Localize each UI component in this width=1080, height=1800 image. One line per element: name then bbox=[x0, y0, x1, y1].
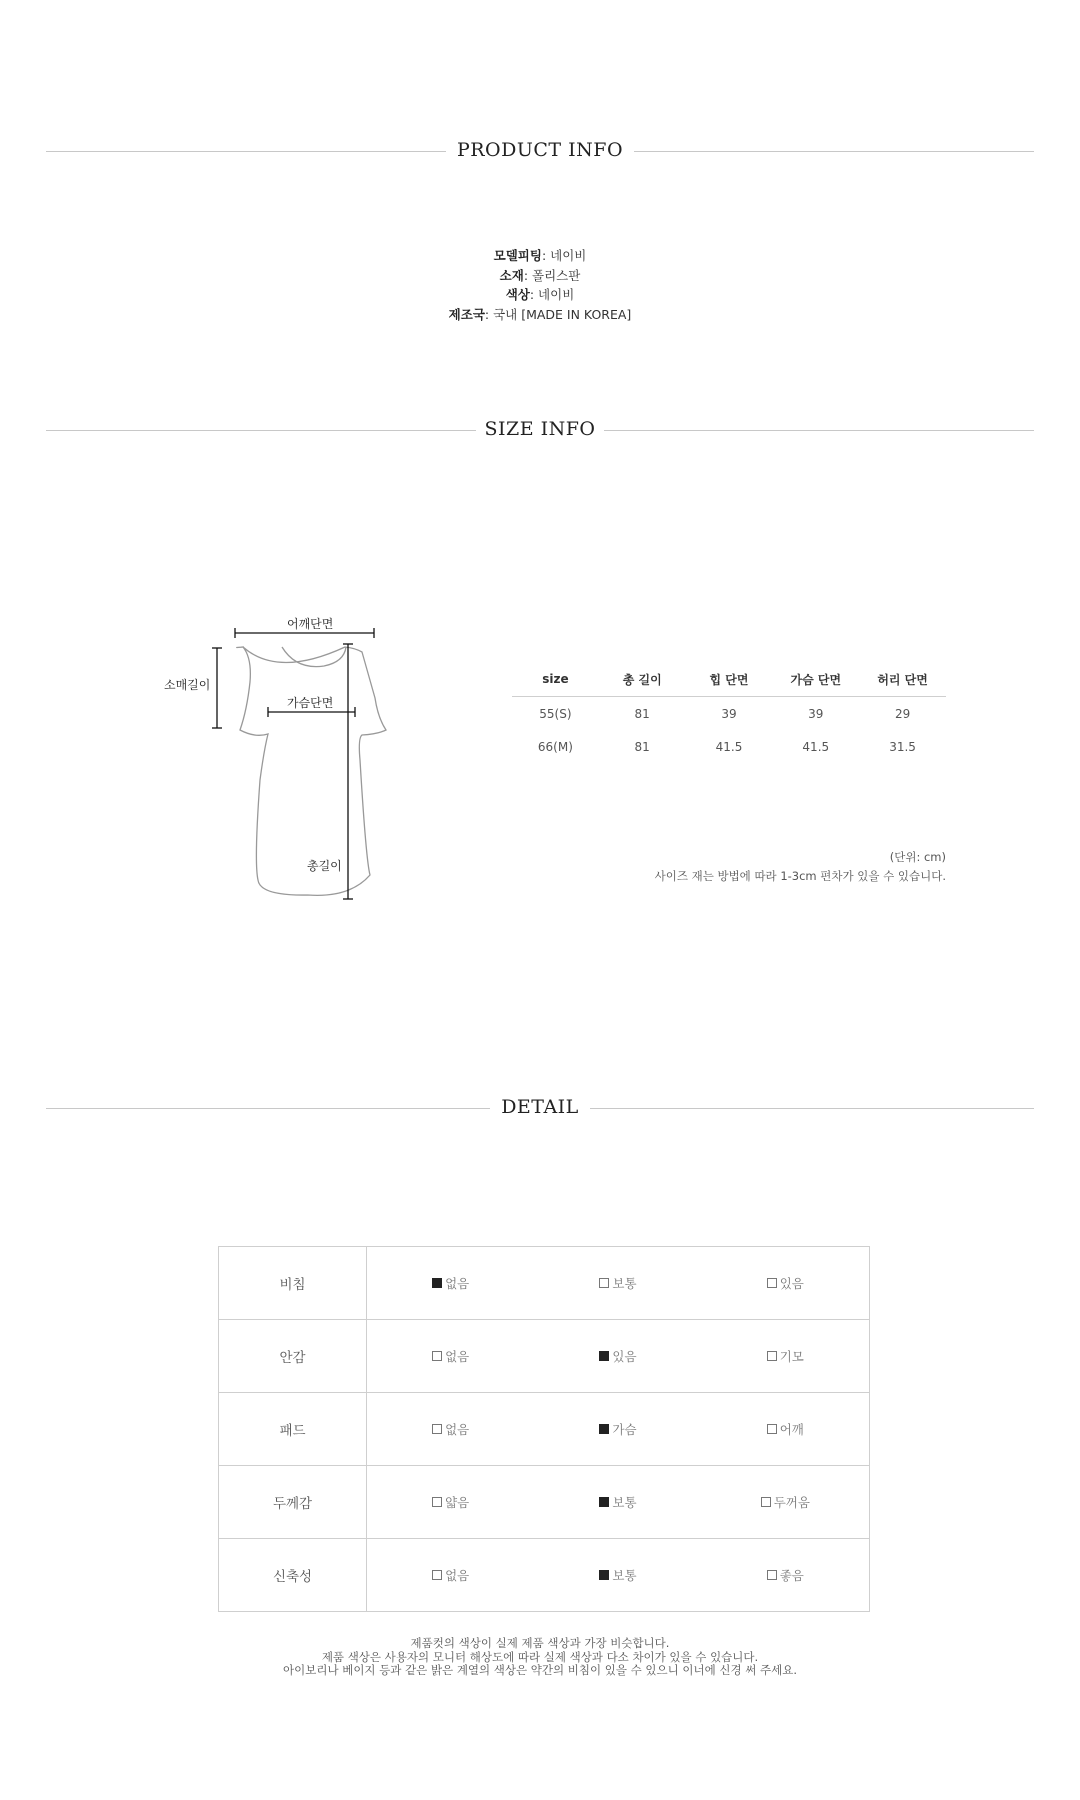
table-cell: 41.5 bbox=[715, 739, 743, 754]
table-cell: 81 bbox=[634, 739, 650, 754]
detail-table bbox=[218, 1246, 870, 1612]
section-title: DETAIL bbox=[501, 1096, 579, 1118]
column-header: 총 길이 bbox=[622, 672, 662, 687]
column-header: 허리 단면 bbox=[877, 672, 928, 687]
detail-option: 보통 bbox=[534, 1466, 701, 1538]
detail-option: 얇음 bbox=[367, 1466, 534, 1538]
table-row bbox=[512, 697, 946, 730]
checked-box-icon bbox=[599, 1570, 609, 1580]
tolerance-note: 사이즈 재는 방법에 따라 1-3cm 편차가 있을 수 있습니다. bbox=[654, 869, 946, 883]
color-disclaimer bbox=[0, 1637, 1080, 1678]
shoulder-label: 어깨단면 bbox=[287, 617, 334, 631]
table-cell: 31.5 bbox=[889, 739, 916, 754]
dress-measurement-diagram bbox=[150, 600, 410, 910]
table-cell: 39 bbox=[808, 706, 824, 721]
checked-box-icon bbox=[599, 1424, 609, 1434]
column-header: size bbox=[542, 672, 569, 686]
detail-option: 보통 bbox=[534, 1247, 701, 1319]
table-cell: 39 bbox=[721, 706, 737, 721]
table-cell: 81 bbox=[634, 706, 650, 721]
neckline bbox=[282, 647, 346, 667]
table-cell: 66(M) bbox=[537, 739, 573, 754]
section-title: SIZE INFO bbox=[484, 418, 596, 440]
detail-row bbox=[219, 1465, 869, 1538]
detail-option: 기모 bbox=[702, 1320, 869, 1392]
disclaimer-line: 제품 색상은 사용자의 모니터 해상도에 따라 실제 색상과 다소 차이가 있을 수 있습니다. bbox=[321, 1649, 759, 1664]
detail-label: 신축성 bbox=[219, 1539, 367, 1611]
unchecked-box-icon bbox=[432, 1351, 442, 1361]
size-table-header bbox=[512, 662, 946, 697]
checked-box-icon bbox=[432, 1278, 442, 1288]
product-info-line: 모델피팅: 네이비 bbox=[493, 248, 587, 263]
unchecked-box-icon bbox=[599, 1278, 609, 1288]
detail-row bbox=[219, 1319, 869, 1392]
table-row bbox=[512, 730, 946, 763]
table-cell: 41.5 bbox=[802, 739, 830, 754]
detail-label: 두께감 bbox=[219, 1466, 367, 1538]
unit-note: (단위: cm) bbox=[889, 850, 946, 864]
detail-option: 있음 bbox=[702, 1247, 869, 1319]
detail-option: 가슴 bbox=[534, 1393, 701, 1465]
unchecked-box-icon bbox=[432, 1570, 442, 1580]
detail-label: 비침 bbox=[219, 1247, 367, 1319]
detail-row bbox=[219, 1538, 869, 1611]
checked-box-icon bbox=[599, 1351, 609, 1361]
detail-option: 없음 bbox=[367, 1320, 534, 1392]
unchecked-box-icon bbox=[767, 1351, 777, 1361]
unchecked-box-icon bbox=[767, 1570, 777, 1580]
detail-option: 없음 bbox=[367, 1247, 534, 1319]
column-header: 힙 단면 bbox=[709, 672, 749, 687]
product-info-line: 색상: 네이비 bbox=[505, 287, 575, 302]
size-table bbox=[512, 662, 946, 763]
table-cell: 55(S) bbox=[539, 706, 572, 721]
detail-option: 없음 bbox=[367, 1539, 534, 1611]
detail-option: 어깨 bbox=[702, 1393, 869, 1465]
detail-option: 보통 bbox=[534, 1539, 701, 1611]
unchecked-box-icon bbox=[767, 1424, 777, 1434]
checked-box-icon bbox=[599, 1497, 609, 1507]
unchecked-box-icon bbox=[767, 1278, 777, 1288]
product-info-header bbox=[0, 139, 1080, 171]
chest-label: 가슴단면 bbox=[287, 696, 334, 710]
product-info-list bbox=[0, 246, 1080, 324]
detail-option: 없음 bbox=[367, 1393, 534, 1465]
detail-option: 있음 bbox=[534, 1320, 701, 1392]
unchecked-box-icon bbox=[761, 1497, 771, 1507]
table-cell: 29 bbox=[894, 706, 911, 721]
sleeve-label: 소매길이 bbox=[164, 678, 211, 692]
disclaimer-line: 아이보리나 베이지 등과 같은 밝은 계열의 색상은 약간의 비침이 있을 수 있으니 이너에 신경 써 주세요. bbox=[283, 1663, 797, 1677]
disclaimer-line: 제품컷의 색상이 실제 제품 색상과 가장 비슷합니다. bbox=[410, 1636, 670, 1650]
length-label: 총길이 bbox=[307, 859, 342, 873]
detail-label: 패드 bbox=[219, 1393, 367, 1465]
column-header: 가슴 단면 bbox=[790, 672, 842, 687]
size-info-header bbox=[0, 418, 1080, 450]
detail-label: 안감 bbox=[219, 1320, 367, 1392]
detail-option: 두꺼움 bbox=[702, 1466, 869, 1538]
detail-header bbox=[0, 1096, 1080, 1128]
unchecked-box-icon bbox=[432, 1424, 442, 1434]
product-info-line: 제조국: 국내 [MADE IN KOREA] bbox=[448, 306, 632, 322]
detail-row bbox=[219, 1247, 869, 1319]
section-title: PRODUCT INFO bbox=[456, 139, 624, 161]
detail-option: 좋음 bbox=[702, 1539, 869, 1611]
unchecked-box-icon bbox=[432, 1497, 442, 1507]
product-info-line: 소재: 폴리스판 bbox=[499, 267, 581, 283]
detail-row bbox=[219, 1392, 869, 1465]
